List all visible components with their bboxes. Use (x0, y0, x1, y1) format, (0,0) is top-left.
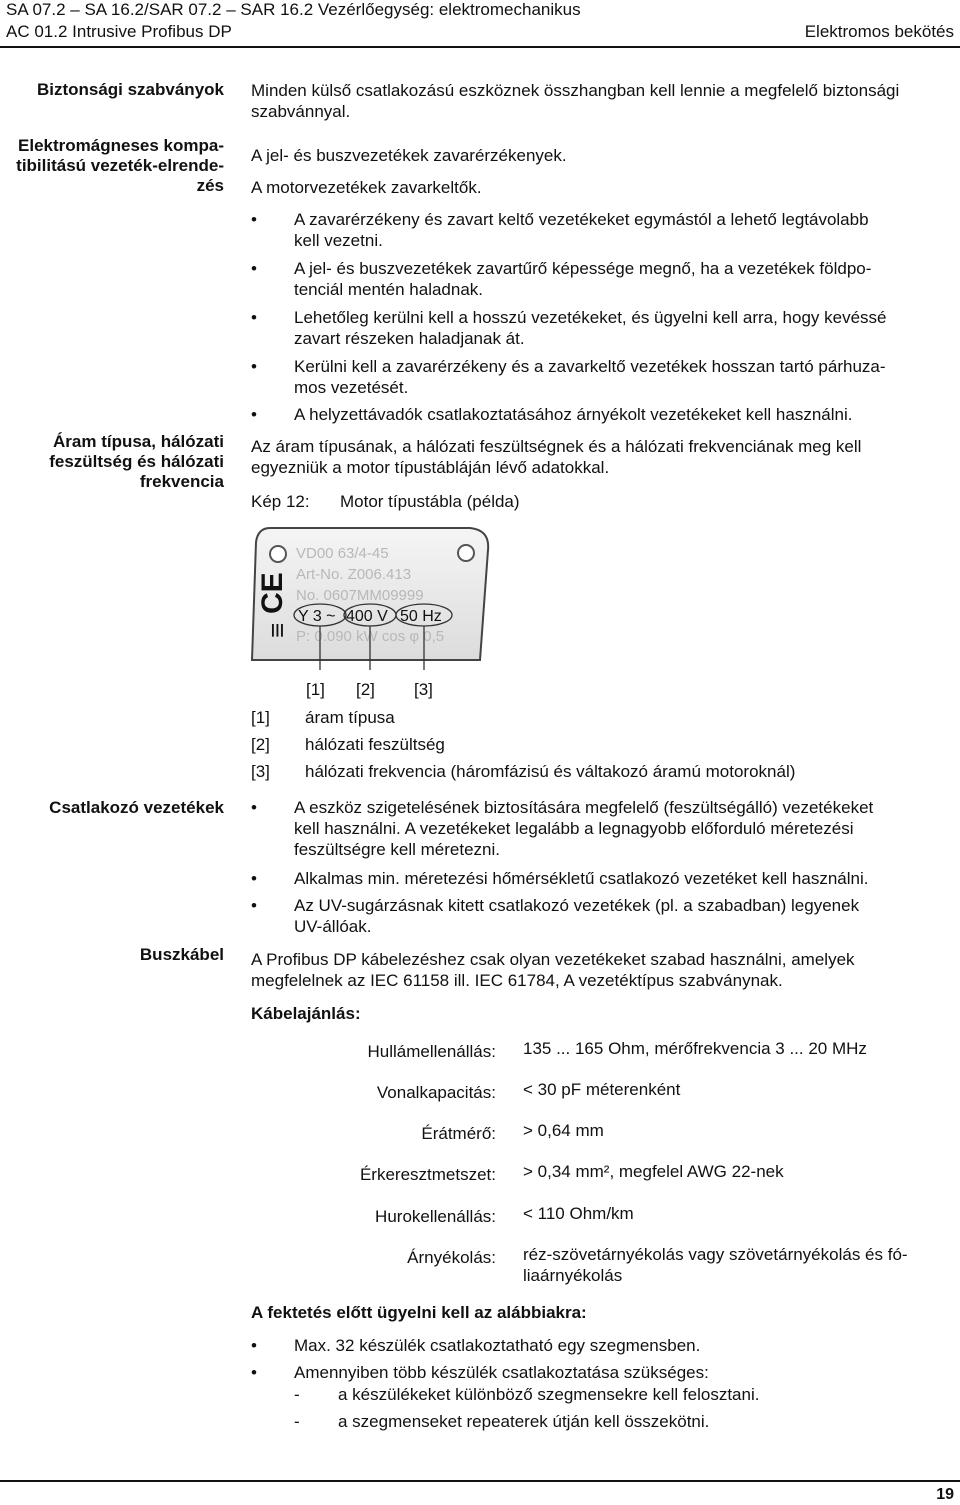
rec-value: > 0,64 mm (523, 1121, 604, 1140)
legend-text: hálózati frekvencia (háromfázisú és váltakozó áramú motoroknál) (305, 762, 796, 781)
laying-dash-item (294, 1384, 954, 1405)
text-line: kell vezetni. (294, 231, 383, 250)
text-line: liaárnyékolás (523, 1266, 623, 1285)
text-line: szabvánnyal. (251, 102, 351, 121)
dash-marker: - (294, 1412, 300, 1431)
plate-frequency: 50 Hz (400, 608, 442, 625)
plate-current-type: Y 3 ~ (298, 608, 336, 625)
text-line: • A helyzettávadók csatlakoztatásához árnyékolt vezetékeket kell használni. (294, 405, 853, 424)
emc-bullet (251, 356, 956, 398)
text-line: • Kerülni kell a zavarérzékeny és a zavarkeltő vezetékek hosszan tartó párhuza- (294, 357, 886, 376)
callout-label-1: [1] (306, 680, 325, 699)
text-line: Minden külső csatlakozású eszköznek összhangban kell lennie a megfelelő biztonsági (251, 81, 900, 100)
safety-paragraph (251, 80, 956, 122)
text-line: • Lehetőleg kerülni kell a hosszú vezetékeket, és ügyelni kell arra, hogy kevéssé (294, 308, 887, 327)
plate-voltage: 400 V (346, 608, 388, 625)
legend-item (251, 734, 445, 755)
side-heading-current-line: feszültség és hálózati (49, 452, 224, 471)
emc-bullet (251, 258, 956, 300)
callout-label-3: [3] (414, 680, 433, 699)
text-line: egyezniük a motor típustábláján lévő adatokkal. (251, 458, 610, 477)
side-heading-emc-line: tibilitású vezeték-elrende- (16, 156, 224, 175)
side-heading-current-line: Áram típusa, hálózati (53, 432, 224, 451)
rec-label: Érkeresztmetszet: (359, 1165, 496, 1184)
figure-caption: Motor típustábla (példa) (340, 492, 520, 511)
page-number: 19 (936, 1486, 954, 1503)
header-title-line2: AC 01.2 Intrusive Profibus DP (6, 22, 232, 41)
side-heading-current (0, 432, 224, 492)
rec-value: > 0,34 mm², megfelel AWG 22-nek (523, 1162, 784, 1181)
text-line: a készülékeket különböző szegmensekre kell felosztani. (338, 1385, 760, 1404)
side-heading-cables: Csatlakozó vezetékek (49, 798, 224, 817)
rec-value: < 30 pF méterenként (523, 1080, 681, 1099)
screw-hole-icon (270, 546, 286, 562)
rec-value (523, 1244, 953, 1286)
text-line: • A jel- és buszvezetékek zavartűrő képessége megnő, ha a vezetékek földpo- (294, 259, 872, 278)
figure-caption-label: Kép 12: (251, 492, 310, 511)
rec-label: Hullámellenállás: (367, 1042, 496, 1061)
motor-plate-figure (248, 520, 508, 705)
text-line: tenciál mentén haladnak. (294, 280, 484, 299)
rec-value: 135 ... 165 Ohm, mérőfrekvencia 3 ... 20 MHz (523, 1039, 867, 1058)
rec-label: Árnyékolás: (407, 1248, 496, 1267)
ce-mark: CE (256, 572, 289, 614)
current-paragraph (251, 436, 956, 478)
legend-text: hálózati feszültség (305, 735, 445, 754)
header-title-line1: SA 07.2 – SA 16.2/SAR 07.2 – SAR 16.2 Vezérlőegység: elektromechanikus (6, 0, 581, 19)
plate-line-5: P: 0.090 kW cos φ 0,5 (296, 628, 445, 645)
text-line: • A zavarérzékeny és zavart keltő vezetékeket egymástól a lehető legtávolabb (294, 210, 869, 229)
emc-bullet (251, 404, 956, 425)
header-section: Elektromos bekötés (804, 22, 954, 41)
text-line: Az áram típusának, a hálózati feszültségnek és a hálózati frekvenciának meg kell (251, 437, 862, 456)
maker-logo-icon: ≡ (262, 622, 292, 638)
callout-label-2: [2] (356, 680, 375, 699)
laying-dash-item (294, 1411, 954, 1432)
footer-rule (0, 1480, 960, 1482)
side-heading-emc-line: Elektromágneses kompa- (18, 136, 224, 155)
dash-marker: - (294, 1385, 300, 1404)
side-heading-current-line: frekvencia (139, 472, 224, 491)
plate-line-2: Art-No. Z006.413 (296, 566, 412, 583)
recommendation-title: Kábelajánlás: (251, 1004, 361, 1023)
text-line: • Max. 32 készülék csatlakoztatható egy szegmensben. (294, 1336, 701, 1355)
text-line: • Az UV-sugárzásnak kitett csatlakozó vezetékek (pl. a szabadban) legyenek (294, 896, 860, 915)
rec-value: < 110 Ohm/km (523, 1204, 634, 1223)
plate-line-3: No. 0607MM09999 (296, 587, 424, 604)
emc-line-2: A motorvezetékek zavarkeltők. (251, 178, 482, 197)
side-heading-safety: Biztonsági szabványok (36, 80, 224, 99)
text-line: feszültségre kell méretezni. (294, 840, 500, 859)
screw-hole-icon (458, 545, 474, 561)
text-line: • Alkalmas min. méretezési hőmérsékletű csatlakozó vezetéket kell használni. (294, 869, 869, 888)
text-line: mos vezetését. (294, 378, 409, 397)
legend-number: [3] (251, 762, 270, 781)
text-line: • Amennyiben több készülék csatlakoztatása szükséges: (294, 1363, 709, 1382)
plate-line-1: VD00 63/4-45 (296, 545, 389, 562)
text-line: a szegmenseket repeaterek útján kell összekötni. (338, 1412, 710, 1431)
text-line: réz-szövetárnyékolás vagy szövetárnyékolás és fó- (523, 1245, 908, 1264)
legend-item (251, 707, 395, 728)
side-heading-bus: Buszkábel (139, 945, 224, 964)
emc-bullet (251, 209, 956, 251)
text-line: UV-állóak. (294, 917, 372, 936)
text-line: A Profibus DP kábelezéshez csak olyan vezetékeket szabad használni, amelyek (251, 950, 855, 969)
legend-item (251, 761, 795, 782)
text-line: kell használni. A vezetékeket legalább a legnagyobb előforduló méretezési (294, 819, 854, 838)
text-line: • A eszköz szigetelésének biztosítására megfelelő (feszültségálló) vezetékeket (294, 798, 874, 817)
cables-bullet (251, 797, 956, 860)
laying-title: A fektetés előtt ügyelni kell az alábbiakra: (251, 1303, 587, 1322)
side-heading-emc-line: zés (196, 176, 224, 195)
legend-number: [1] (251, 708, 270, 727)
rec-label: Hurokellenállás: (375, 1207, 496, 1226)
emc-line-1: A jel- és buszvezetékek zavarérzékenyek. (251, 146, 567, 165)
cables-bullet (251, 895, 956, 937)
text-line: megfelelnek az IEC 61158 ill. IEC 61784, A vezetéktípus szabványnak. (251, 971, 783, 990)
text-line: zavart részeken haladjanak át. (294, 329, 525, 348)
laying-bullet (251, 1335, 956, 1356)
emc-bullet (251, 307, 956, 349)
header-rule (0, 46, 960, 48)
legend-text: áram típusa (305, 708, 395, 727)
rec-label: Érátmérő: (421, 1124, 496, 1143)
side-heading-emc (0, 136, 224, 196)
bus-paragraph (251, 949, 956, 991)
cables-bullet (251, 868, 956, 889)
rec-label: Vonalkapacitás: (376, 1083, 496, 1102)
laying-bullet (251, 1362, 956, 1383)
legend-number: [2] (251, 735, 270, 754)
